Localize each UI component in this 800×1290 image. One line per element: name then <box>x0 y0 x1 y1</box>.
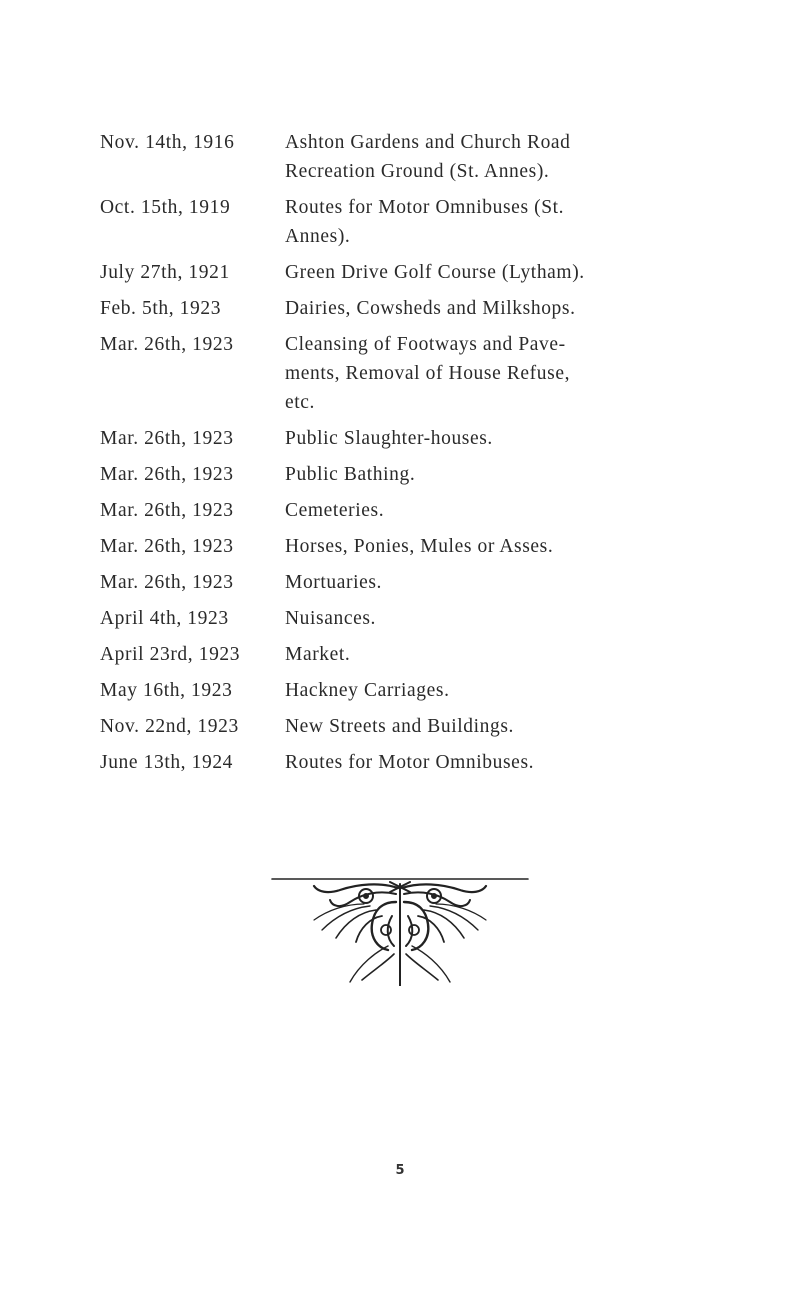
entry-date: April 4th, 1923 <box>100 608 229 629</box>
entry-date: Feb. 5th, 1923 <box>100 298 222 319</box>
entry-row <box>100 568 700 597</box>
page-number: 5 <box>395 1163 405 1178</box>
entry-date: Mar. 26th, 1923 <box>100 500 234 521</box>
entry-subject: Public Slaughter-houses. <box>285 428 493 449</box>
entry-subject: Routes for Motor Omnibuses (St. Annes). <box>285 197 565 247</box>
entry-date: Oct. 15th, 1919 <box>100 197 231 218</box>
entry-subject: Public Bathing. <box>285 464 416 485</box>
entry-subject: Horses, Ponies, Mules or Asses. <box>285 536 554 557</box>
entry-date: April 23rd, 1923 <box>100 644 241 665</box>
entry-row <box>100 460 700 489</box>
entry-row <box>100 424 700 453</box>
entry-subject: Cemeteries. <box>285 500 385 521</box>
entry-subject: Cleansing of Footways and Pave- ments, Removal of House Refuse, etc. <box>285 334 571 413</box>
entry-row <box>100 676 700 705</box>
floral-ornament-icon <box>270 876 530 986</box>
entry-subject: New Streets and Buildings. <box>285 716 514 737</box>
bylaws-list <box>100 128 700 777</box>
entry-row <box>100 258 700 287</box>
entry-date: May 16th, 1923 <box>100 680 233 701</box>
entry-date: Mar. 26th, 1923 <box>100 464 234 485</box>
entry-subject: Market. <box>285 644 351 665</box>
entry-row <box>100 748 700 777</box>
entry-row <box>100 128 700 186</box>
entry-date: Mar. 26th, 1923 <box>100 334 234 355</box>
entry-subject: Hackney Carriages. <box>285 680 450 701</box>
entry-date: Nov. 22nd, 1923 <box>100 716 239 737</box>
entry-date: Mar. 26th, 1923 <box>100 428 234 449</box>
ornament <box>270 876 530 986</box>
entry-row <box>100 294 700 323</box>
entry-row <box>100 193 700 251</box>
entry-row <box>100 604 700 633</box>
entry-row <box>100 330 700 417</box>
entry-subject: Ashton Gardens and Church Road Recreation Ground (St. Annes). <box>285 132 571 182</box>
entry-subject: Nuisances. <box>285 608 377 629</box>
entry-subject: Mortuaries. <box>285 572 383 593</box>
entry-row <box>100 532 700 561</box>
entry-date: June 13th, 1924 <box>100 752 234 773</box>
entry-subject: Green Drive Golf Course (Lytham). <box>285 262 585 283</box>
entry-date: Mar. 26th, 1923 <box>100 572 234 593</box>
entry-row <box>100 712 700 741</box>
entry-subject: Routes for Motor Omnibuses. <box>285 752 535 773</box>
entry-row <box>100 640 700 669</box>
entry-row <box>100 496 700 525</box>
entry-date: Nov. 14th, 1916 <box>100 132 235 153</box>
entry-subject: Dairies, Cowsheds and Milkshops. <box>285 298 576 319</box>
entry-date: July 27th, 1921 <box>100 262 230 283</box>
entry-date: Mar. 26th, 1923 <box>100 536 234 557</box>
